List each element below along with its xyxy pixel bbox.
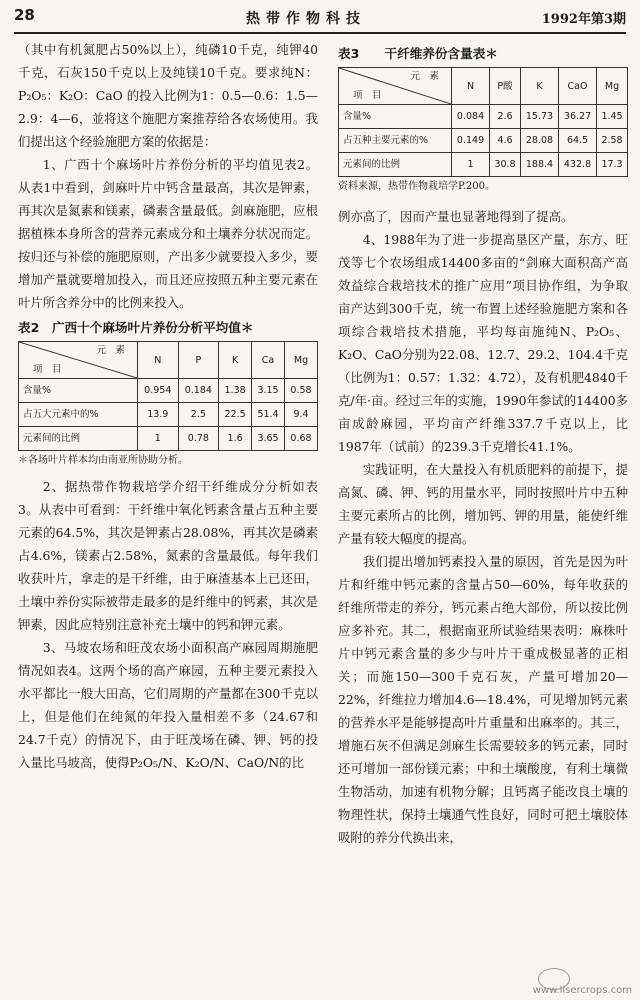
table2-cell: 3.65 xyxy=(252,427,285,451)
table3-cell: 1 xyxy=(452,153,490,177)
table2-cell: 9.4 xyxy=(285,403,318,427)
table3-cell: 17.3 xyxy=(597,153,628,177)
page-header xyxy=(14,6,626,34)
table3-cell: 15.73 xyxy=(520,105,558,129)
table2-corner-cell xyxy=(19,342,138,379)
table2-col-header: N xyxy=(138,342,179,379)
table2-row-label: 占五大元素中的% xyxy=(19,403,138,427)
table2-col-header: Ca xyxy=(252,342,285,379)
table2-col-header: P xyxy=(178,342,219,379)
table2-caption: 表2 广西十个麻场叶片养份分析平均值＊ xyxy=(18,320,254,335)
table3-cell: 188.4 xyxy=(520,153,558,177)
table2 xyxy=(18,341,318,451)
table3-row-label: 占五种主要元素的% xyxy=(339,129,452,153)
table2-header-row xyxy=(19,342,318,379)
table3-cell: 1.45 xyxy=(597,105,628,129)
table3-cell: 4.6 xyxy=(490,129,521,153)
left-paragraph-2: 1、广西十个麻场叶片养份分析的平均值见表2。从表1中看到，剑麻叶片中钙含量最高，其次是钾素，再其次是氮素和镁素，磷素含量最低。剑麻施肥，应根据植株本身所含的营养元素成分和土壤养分状况而定。按归还与补偿的施肥原则，产出多少就要投入多少，要增加产量就要增加投入，而且还应按照五种主要元素在叶片所含养分中的比例来投入。 xyxy=(18,157,318,310)
table2-note: ＊各场叶片样本均由南亚所协助分析。 xyxy=(18,455,188,466)
watermark-text: www.lisercrops.com xyxy=(532,985,632,996)
table3-cell: 36.27 xyxy=(559,105,597,129)
table2-cell: 0.954 xyxy=(138,379,179,403)
table2-cell: 0.58 xyxy=(285,379,318,403)
table-row xyxy=(19,379,318,403)
table3-cell: 0.084 xyxy=(452,105,490,129)
table2-cell: 0.78 xyxy=(178,427,219,451)
right-paragraph-2: 4、1988年为了进一步提高垦区产量，东方、旺茂等七个农场组成14400多亩的“剑麻大面积高产高效益综合栽培技术的推广应用”项目协作组，为争取亩产达到300千克，统一布置上述经验施肥方案和各项综合栽培技术措施，平均每亩施纯N、P₂O₅、K₂O、CaO分别为22.08、12.7、29.2、104.4千克（比例为1：0.57：1.32：4.72），及有机肥4840千克/年·亩。经过三年的实施，1990年参试的14400多亩成龄麻园，平均亩产纤维337.7千克以上，比1987年（试前）的239.3千克增长41.1%。 xyxy=(338,232,628,454)
table2-cell: 13.9 xyxy=(138,403,179,427)
table3-cell: 2.58 xyxy=(597,129,628,153)
table-row xyxy=(339,105,628,129)
right-paragraph-4: 我们提出增加钙素投入量的原因，首先是因为叶片和纤维中钙元素的含量占50—60%，每年收获的纤维所带走的养分，钙元素占绝大部份，所以按比例应多补充。其二，根据南亚所试验结果表明：麻株叶片中钙元素含量的多少与叶片干重成极显著的正相关；而施150—300千克石灰，产量可增加20—22%，纤维拉力增加4.6—18.4%，可见增加钙元素的营养水平是能够提高叶片重量和出麻率的。其三，增施石灰不但满足剑麻生长需要较多的钙元素，同时还可增加一部份镁元素；中和土壤酸度，有利土壤微生物活动，加速有机物分解；且钙离子能改良土壤的物理性状，保持土壤通气性良好，同时可把土壤胶体吸附的养分代换出来， xyxy=(338,554,628,845)
table3 xyxy=(338,67,628,177)
table2-cell: 2.5 xyxy=(178,403,219,427)
table2-cell: 1 xyxy=(138,427,179,451)
table3-cell: 64.5 xyxy=(559,129,597,153)
table2-col-header: Mg xyxy=(285,342,318,379)
table3-header-row xyxy=(339,68,628,105)
table3-col-header: N xyxy=(452,68,490,105)
table3-row-label: 元素间的比例 xyxy=(339,153,452,177)
table3-cell: 0.149 xyxy=(452,129,490,153)
table3-caption: 表3 干纤维养份含量表＊ xyxy=(338,46,498,61)
table2-cell: 51.4 xyxy=(252,403,285,427)
table2-cell: 3.15 xyxy=(252,379,285,403)
table2-col-header: K xyxy=(219,342,252,379)
table2-cell: 0.184 xyxy=(178,379,219,403)
table3-cell: 432.8 xyxy=(559,153,597,177)
issue-label: 1992年第3期 xyxy=(541,12,626,27)
left-column xyxy=(18,38,318,774)
right-paragraph-3: 实践证明，在大量投入有机质肥料的前提下，提高氮、磷、钾、钙的用量水平，同时按照叶片中五种主要元素所占的比例，增加钙、钾的用量，能使纤维产量有较大幅度的提高。 xyxy=(338,462,628,546)
table2-cell: 22.5 xyxy=(219,403,252,427)
table2-cell: 0.68 xyxy=(285,427,318,451)
table2-corner-bottom: 项 目 xyxy=(33,364,62,375)
table3-col-header: K xyxy=(520,68,558,105)
table-row xyxy=(19,403,318,427)
table-row xyxy=(19,427,318,451)
left-paragraph-3: 2、据热带作物栽培学介绍干纤维成分分析如表3。从表中可看到：干纤维中氧化钙素含量占五种主要元素的64.5%，其次是钾素占28.08%，再其次是磷素占4.6%，镁素占2.58%，氮素的含量最低。每年我们收获叶片，拿走的是干纤维，由于麻渣基本上已还田，土壤中养份实际被带走最多的是纤维中的钙素，其次是钾素，因此应特别注意补充土壤中的钙和钾元素。 xyxy=(18,479,318,632)
table2-cell: 1.6 xyxy=(219,427,252,451)
table3-corner-cell xyxy=(339,68,452,105)
table-row xyxy=(339,129,628,153)
journal-title: 热带作物科技 xyxy=(246,11,366,27)
table-row xyxy=(339,153,628,177)
table3-corner-top: 元 素 xyxy=(410,71,439,82)
table3-corner-bottom: 项 目 xyxy=(353,90,382,101)
table3-col-header: P酸 xyxy=(490,68,521,105)
table3-cell: 2.6 xyxy=(490,105,521,129)
right-column xyxy=(338,38,628,849)
left-paragraph-4: 3、马坡农场和旺茂农场小面积高产麻园周期施肥情况如表4。这两个场的高产麻园，五种主要元素投入水平都比一般大田高，它们周期的产量都在300千克以上，但是他们在纯氮的年投入量相差不多（24.67和24.7千克）的情况下，由于旺茂场在磷、钾、钙的投入量比马坡高，使得P₂O₅/N、K₂O/N、CaO/N的比 xyxy=(18,640,318,770)
table3-note: 资料来源，热带作物栽培学P.200。 xyxy=(338,181,495,192)
table3-cell: 30.8 xyxy=(490,153,521,177)
table2-corner-top: 元 素 xyxy=(96,345,125,356)
table3-col-header: Mg xyxy=(597,68,628,105)
table3-cell: 28.08 xyxy=(520,129,558,153)
table2-row-label: 元素间的比例 xyxy=(19,427,138,451)
left-paragraph-1: （其中有机氮肥占50%以上），纯磷10千克，纯钾40千克，石灰150千克以上及纯镁10千克。要求纯N：P₂O₅：K₂O：CaO 的投入比例为1：0.5—0.6：1.5—2.9：4—6，並将这个施肥方案推荐给各农场使用。我们提出这个经验施肥方案的依据是： xyxy=(18,42,318,149)
table2-row-label: 含量% xyxy=(19,379,138,403)
table3-row-label: 含量% xyxy=(339,105,452,129)
page-number: 28 xyxy=(14,6,35,24)
table3-col-header: CaO xyxy=(559,68,597,105)
right-paragraph-1: 例亦高了，因而产量也显著地得到了提高。 xyxy=(338,209,574,224)
table2-cell: 1.38 xyxy=(219,379,252,403)
